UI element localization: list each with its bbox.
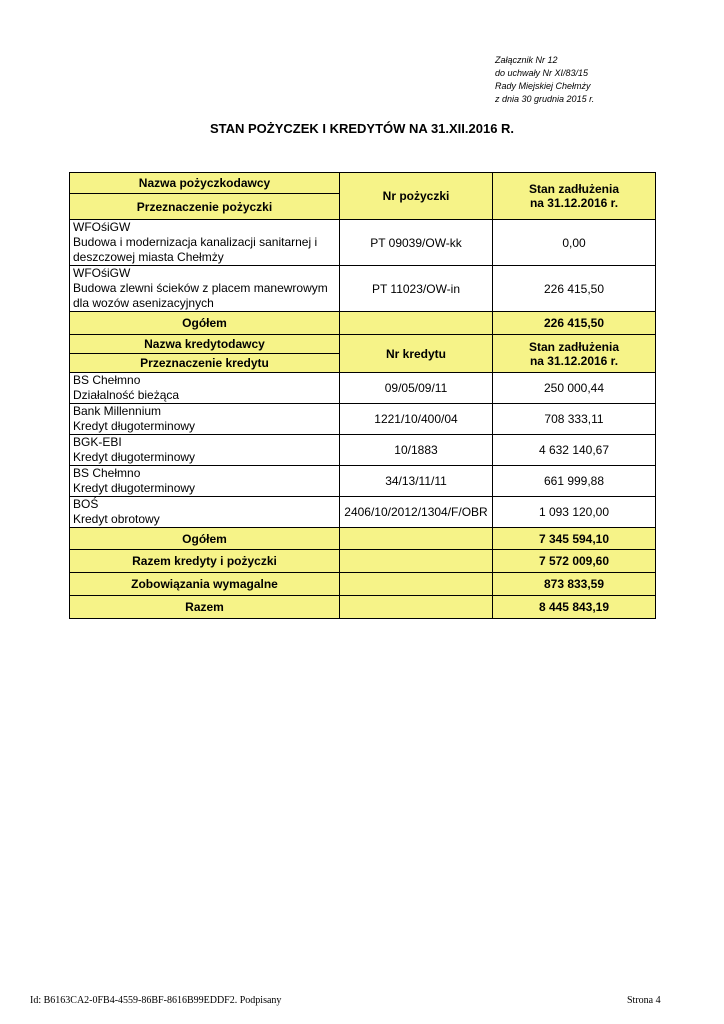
credit-lender-purpose [70,435,340,466]
summary-value: 873 833,59 [493,573,656,596]
summary-label: Zobowiązania wymagalne [70,573,340,596]
credits-header-debt [493,335,656,373]
credits-header-debt-line1: Stan zadłużenia [528,339,620,354]
annex-note [495,54,594,106]
loan-row [70,266,656,312]
loans-header-number: Nr pożyczki [340,173,493,220]
credit-purpose: Kredyt obrotowy [73,512,160,526]
credit-lender-purpose [70,497,340,528]
credits-total-label: Ogółem [70,528,340,550]
loans-total-row [70,312,656,335]
credits-header-lender: Nazwa kredytodawcy [70,335,340,354]
credit-lender-purpose [70,466,340,497]
loans-header-row [70,173,656,194]
loan-purpose: Budowa i modernizacja kanalizacji sanitarnej i [73,235,318,249]
credit-number: 1221/10/400/04 [340,404,493,435]
credit-debt: 250 000,44 [493,373,656,404]
credit-number: 2406/10/2012/1304/F/OBR [340,497,493,528]
loans-header-purpose: Przeznaczenie pożyczki [70,194,340,220]
annex-line: Rady Miejskiej Chełmży [495,81,591,91]
loan-purpose: dla wozów asenizacyjnych [73,296,214,310]
loan-purpose: Budowa zlewni ścieków z placem manewrowym [73,281,328,295]
credit-number: 09/05/09/11 [340,373,493,404]
credits-total-empty [340,528,493,550]
loans-total-value: 226 415,50 [493,312,656,335]
loans-header-debt [493,173,656,220]
summary-empty [340,550,493,573]
summary-label: Razem kredyty i pożyczki [70,550,340,573]
loan-lender: WFOśiGW [73,220,131,234]
credit-lender: BGK-EBI [73,435,122,449]
credit-purpose: Kredyt długoterminowy [73,419,196,433]
credit-purpose: Działalność bieżąca [73,388,180,402]
loan-number: PT 09039/OW-kk [340,220,493,266]
credit-lender: BOŚ [73,497,99,511]
credit-row [70,435,656,466]
credit-lender: BS Chełmno [73,466,141,480]
summary-value: 8 445 843,19 [493,596,656,619]
credit-number: 34/13/11/11 [340,466,493,497]
credit-row [70,404,656,435]
loan-purpose: deszczowej miasta Chełmży [73,250,224,264]
credit-lender: Bank Millennium [73,404,162,418]
credit-row [70,466,656,497]
document-id: Id: B6163CA2-0FB4-4559-86BF-8616B99EDDF2. Podpisany [30,995,282,1006]
credits-header-debt-line2: na 31.12.2016 r. [529,353,619,368]
credit-lender: BS Chełmno [73,373,141,387]
summary-value: 7 572 009,60 [493,550,656,573]
credit-debt: 1 093 120,00 [493,497,656,528]
loan-debt: 226 415,50 [493,266,656,312]
loan-lender-purpose [70,266,340,312]
credit-purpose: Kredyt długoterminowy [73,481,196,495]
credit-debt: 661 999,88 [493,466,656,497]
page-number: Strona 4 [627,995,661,1006]
summary-empty [340,573,493,596]
credit-lender-purpose [70,373,340,404]
loan-lender: WFOśiGW [73,266,131,280]
loan-lender-purpose [70,220,340,266]
loans-header-debt-line1: Stan zadłużenia [528,182,620,196]
credits-header-number: Nr kredytu [340,335,493,373]
credit-debt: 708 333,11 [493,404,656,435]
summary-label: Razem [70,596,340,619]
loan-row [70,220,656,266]
annex-line: do uchwały Nr XI/83/15 [495,68,589,78]
summary-row [70,573,656,596]
annex-line: z dnia 30 grudnia 2015 r. [495,94,595,104]
credit-number: 10/1883 [340,435,493,466]
credits-total-row [70,528,656,550]
loan-debt: 0,00 [493,220,656,266]
annex-line: Załącznik Nr 12 [495,55,558,65]
loans-total-empty [340,312,493,335]
loans-header-lender: Nazwa pożyczkodawcy [70,173,340,194]
loans-total-label: Ogółem [70,312,340,335]
credit-lender-purpose [70,404,340,435]
credit-row [70,497,656,528]
credit-row [70,373,656,404]
credits-header-row [70,335,656,354]
credits-total-value: 7 345 594,10 [493,528,656,550]
summary-empty [340,596,493,619]
credit-debt: 4 632 140,67 [493,435,656,466]
summary-row [70,596,656,619]
summary-row [70,550,656,573]
loan-number: PT 11023/OW-in [340,266,493,312]
debt-table [69,172,656,619]
credits-header-purpose: Przeznaczenie kredytu [70,354,340,373]
credit-purpose: Kredyt długoterminowy [73,450,196,464]
page-title: STAN POŻYCZEK I KREDYTÓW NA 31.XII.2016 R. [209,121,515,136]
loans-header-debt-line2: na 31.12.2016 r. [529,196,619,210]
